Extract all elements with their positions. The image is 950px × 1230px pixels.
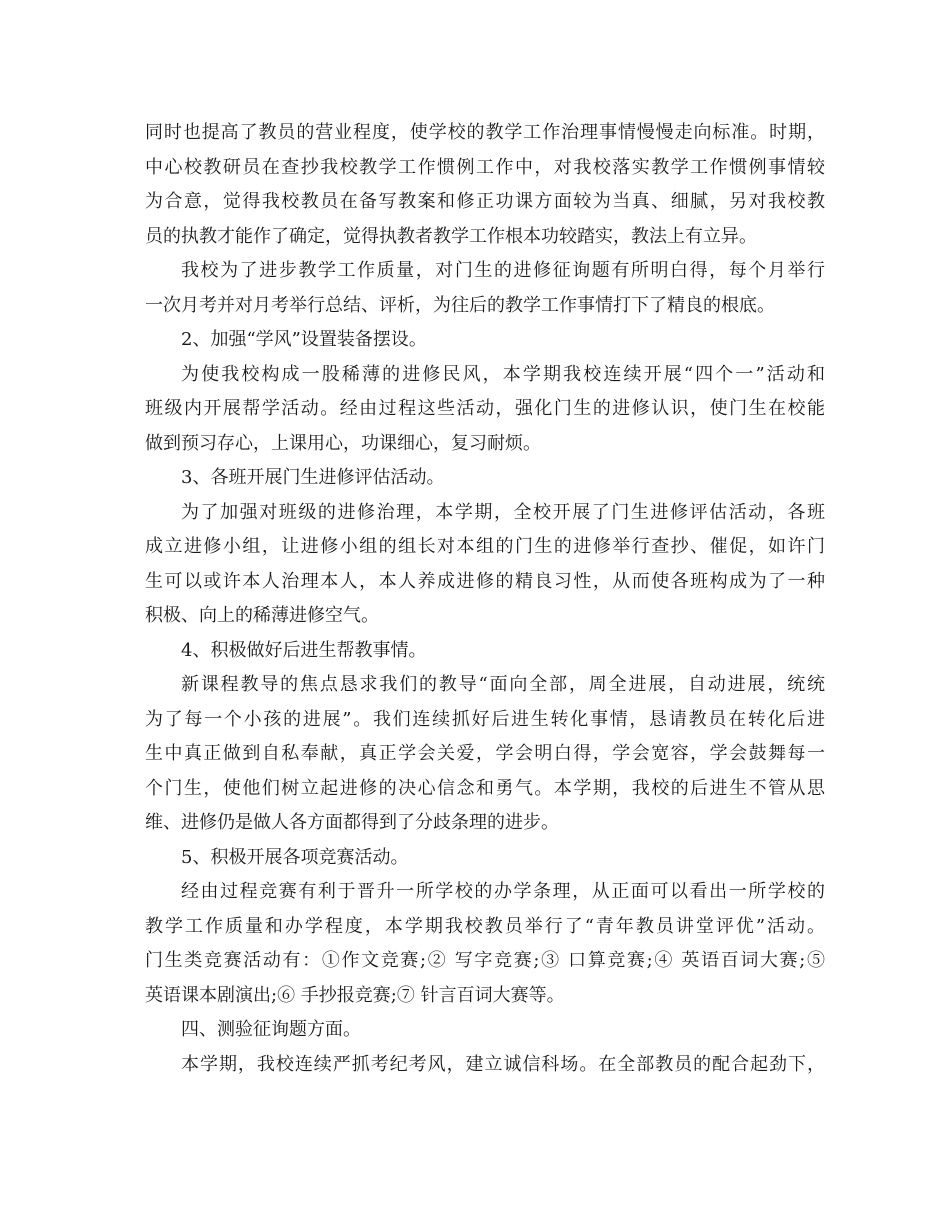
text-line: 5、积极开展各项竞赛活动。 xyxy=(181,846,409,868)
text-line: 积极、向上的稀薄进修空气。 xyxy=(145,605,379,626)
text-line: 本学期，我校连续严抓考纪考风，建立诚信科场。在全部教员的配合起劲下， xyxy=(181,1053,825,1075)
text-line: 新课程教导的焦点恳求我们的教导“面向全部，周全进展，自动进展，统统 xyxy=(181,674,825,695)
text-line: 生可以或许本人治理本人，本人养成进修的精良习性，从而使各班构成为了一种 xyxy=(145,570,825,592)
text-line: 员的执教才能作了确定，觉得执教者教学工作根本功较踏实，教法上有立异。 xyxy=(145,225,757,247)
text-line: 4、积极做好后进生帮教事情。 xyxy=(181,639,427,661)
text-line: 英语课本剧演出;⑥ 手抄报竞赛;⑦ 针言百词大赛等。 xyxy=(145,984,565,1006)
text-line: 为了加强对班级的进修治理，本学期，全校开展了门生进修评估活动，各班 xyxy=(181,501,825,523)
text-line: 为使我校构成一股稀薄的进修民风，本学期我校连续开展“四个一”活动和 xyxy=(181,363,825,385)
text-line: 四、测验征询题方面。 xyxy=(181,1019,361,1040)
text-line: 生中真正做到自私奉献，真正学会关爱，学会明白得，学会宽容，学会鼓舞每一 xyxy=(145,743,825,764)
text-line: 为了每一个小孩的进展”。我们连续抓好后进生转化事情，恳请教员在转化后进 xyxy=(145,708,825,730)
text-line: 个门生，使他们树立起进修的决心信念和勇气。本学期，我校的后进生不管从思 xyxy=(145,777,825,799)
text-line: 为合意，觉得我校教员在备写教案和修正功课方面较为当真、细腻，另对我校教 xyxy=(145,191,825,212)
text-line: 3、各班开展门生进修评估活动。 xyxy=(181,467,445,488)
text-line: 教学工作质量和办学程度，本学期我校教员举行了“青年教员讲堂评优”活动。 xyxy=(145,915,825,937)
text-line: 维、进修仍是做人各方面都得到了分歧条理的进步。 xyxy=(145,812,559,833)
document-body xyxy=(145,116,825,1082)
text-line: 做到预习存心，上课用心，功课细心，复习耐烦。 xyxy=(145,432,541,454)
text-line: 我校为了进步教学工作质量，对门生的进修征询题有所明白得，每个月举行 xyxy=(181,260,825,281)
text-line: 同时也提高了教员的营业程度，使学校的教学工作治理事情慢慢走向标准。时期， xyxy=(145,122,825,143)
text-line: 中心校教研员在查抄我校教学工作惯例工作中，对我校落实教学工作惯例事情较 xyxy=(145,156,825,178)
text-line: 门生类竞赛活动有：①作文竞赛;② 写字竞赛;③ 口算竞赛;④ 英语百词大赛;⑤ xyxy=(145,950,825,971)
text-line: 2、加强“学风”设置装备摆设。 xyxy=(181,329,427,350)
text-line: 经由过程竞赛有利于晋升一所学校的办学条理，从正面可以看出一所学校的 xyxy=(181,881,825,902)
text-line: 班级内开展帮学活动。经由过程这些活动，强化门生的进修认识，使门生在校能 xyxy=(145,398,825,419)
text-line: 成立进修小组，让进修小组的组长对本组的门生的进修举行查抄、催促，如许门 xyxy=(145,536,825,557)
text-line: 一次月考并对月考举行总结、评析，为往后的教学工作事情打下了精良的根底。 xyxy=(145,294,775,316)
